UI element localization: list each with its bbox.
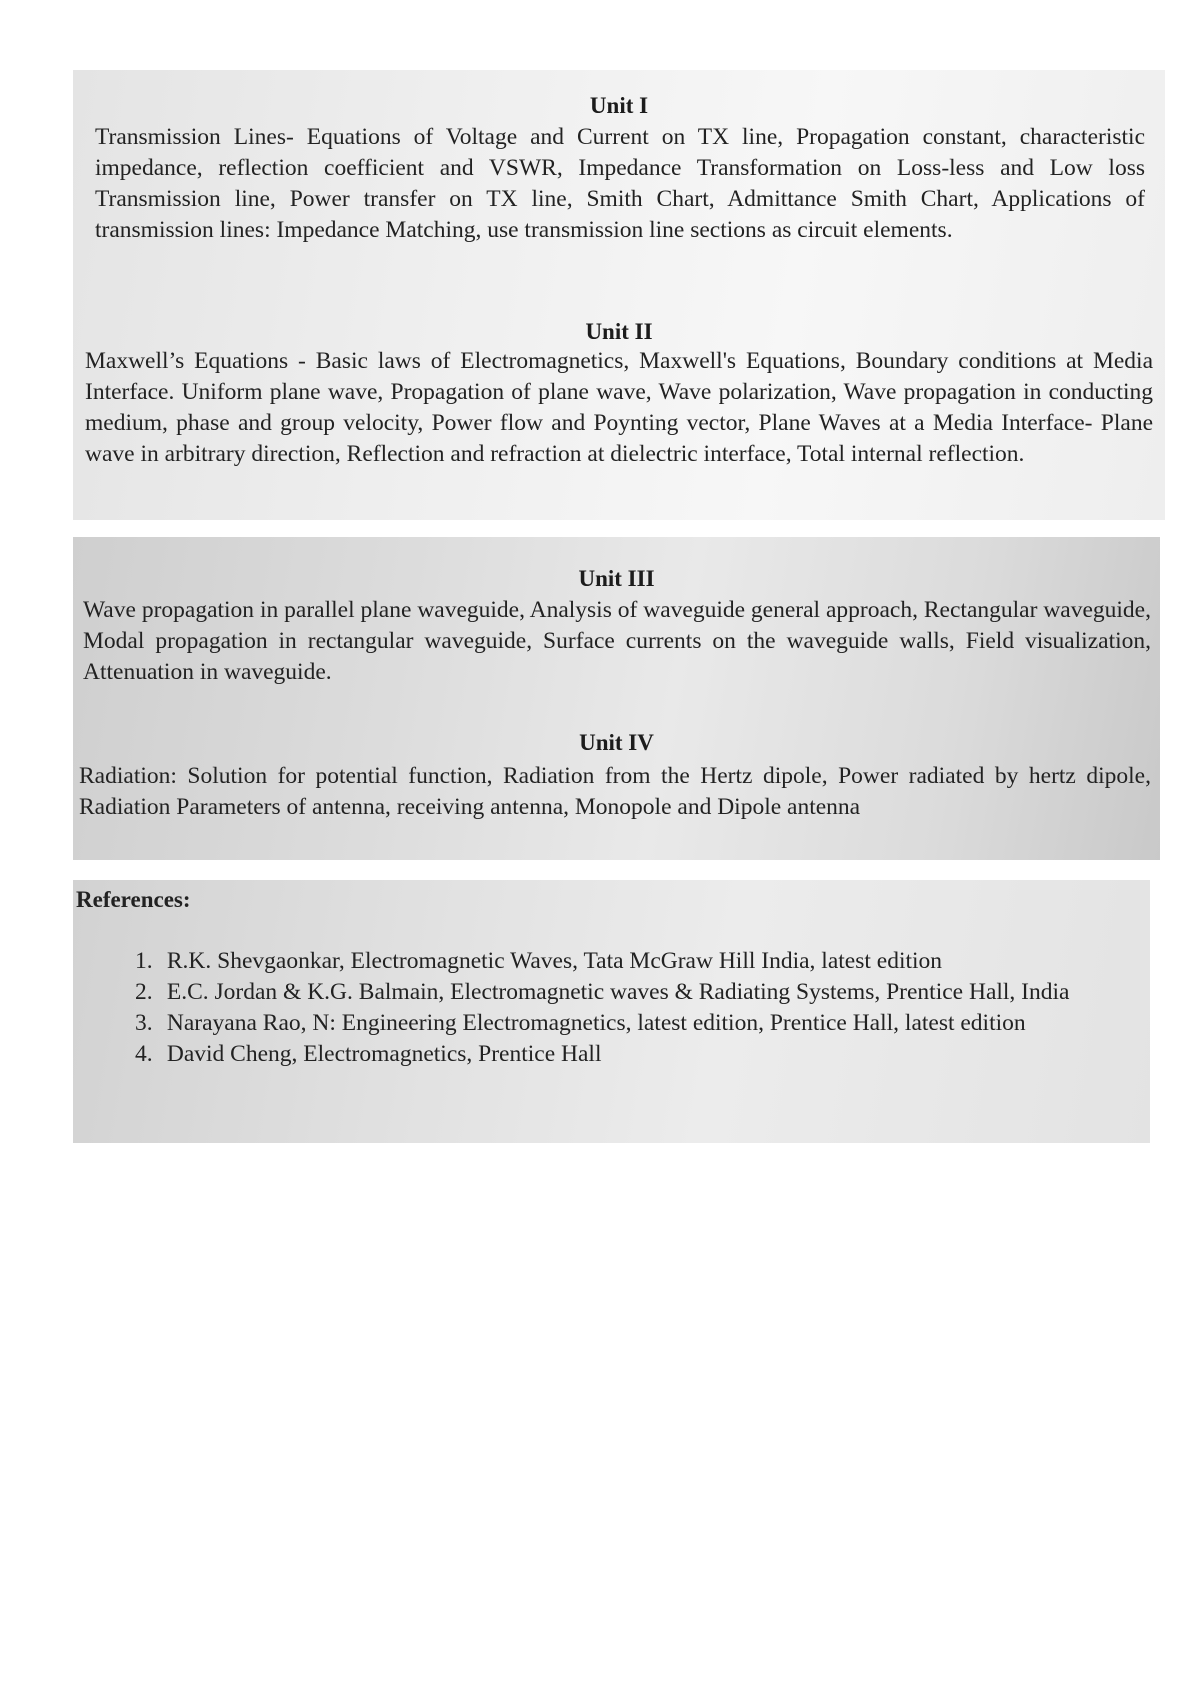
unit-1-heading: Unit I bbox=[589, 93, 649, 118]
reference-text: R.K. Shevgaonkar, Electromagnetic Waves, Tata McGraw Hill India, latest edition bbox=[166, 948, 943, 974]
references-title: References: bbox=[76, 887, 191, 912]
reference-number: 2. bbox=[135, 979, 153, 1005]
reference-number: 3. bbox=[135, 1010, 153, 1036]
unit-4-text: Radiation: Solution for potential function, Radiation from the Hertz dipole, Power radiated by hertz dipole, Radiation Parameters of antenna, receiving antenna, Monopole and Dipole antenna bbox=[79, 763, 1151, 820]
reference-number: 1. bbox=[135, 948, 153, 974]
syllabus-panel-units-1-2 bbox=[73, 70, 1165, 520]
reference-text: Narayana Rao, N: Engineering Electromagnetics, latest edition, Prentice Hall, latest edition bbox=[166, 1010, 1026, 1036]
reference-text: David Cheng, Electromagnetics, Prentice Hall bbox=[166, 1041, 602, 1067]
reference-item bbox=[135, 946, 1185, 977]
unit-2-heading: Unit II bbox=[585, 319, 653, 344]
syllabus-panel-units-3-4 bbox=[73, 537, 1160, 860]
unit-3-heading: Unit III bbox=[578, 566, 655, 591]
unit-3-text: Wave propagation in parallel plane waveguide, Analysis of waveguide general approach, Rectangular waveguide, Modal propagation in rectangular waveguide, Surface currents on the waveguide walls, Field visualization, Attenuation in waveguide. bbox=[83, 597, 1151, 685]
reference-text: E.C. Jordan & K.G. Balmain, Electromagnetic waves & Radiating Systems, Prentice Hall, India bbox=[166, 979, 1070, 1005]
reference-number: 4. bbox=[135, 1041, 153, 1067]
unit-2-text: Maxwell’s Equations - Basic laws of Electromagnetics, Maxwell's Equations, Boundary conditions at Media Interface. Uniform plane wave, Propagation of plane wave, Wave polarization, Wave propagation in conducting medium, phase and group velocity, Power flow and Poynting vector, Plane Waves at a Media Interface- Plane wave in arbitrary direction, Reflection and refraction at dielectric interface, Total internal reflection. bbox=[85, 348, 1153, 467]
unit-4-heading: Unit IV bbox=[579, 730, 654, 755]
references-panel bbox=[73, 880, 1150, 1143]
reference-item bbox=[135, 977, 1185, 1008]
references-list bbox=[135, 946, 1197, 1070]
reference-item bbox=[135, 1008, 1185, 1039]
unit-1-text: Transmission Lines- Equations of Voltage and Current on TX line, Propagation constant, characteristic impedance, reflection coefficient and VSWR, Impedance Transformation on Loss-less and Low loss Transmission line, Power transfer on TX line, Smith Chart, Admittance Smith Chart, Applications of transmission lines: Impedance Matching, use transmission line sections as circuit elements. bbox=[95, 124, 1145, 243]
reference-item bbox=[135, 1039, 1185, 1070]
